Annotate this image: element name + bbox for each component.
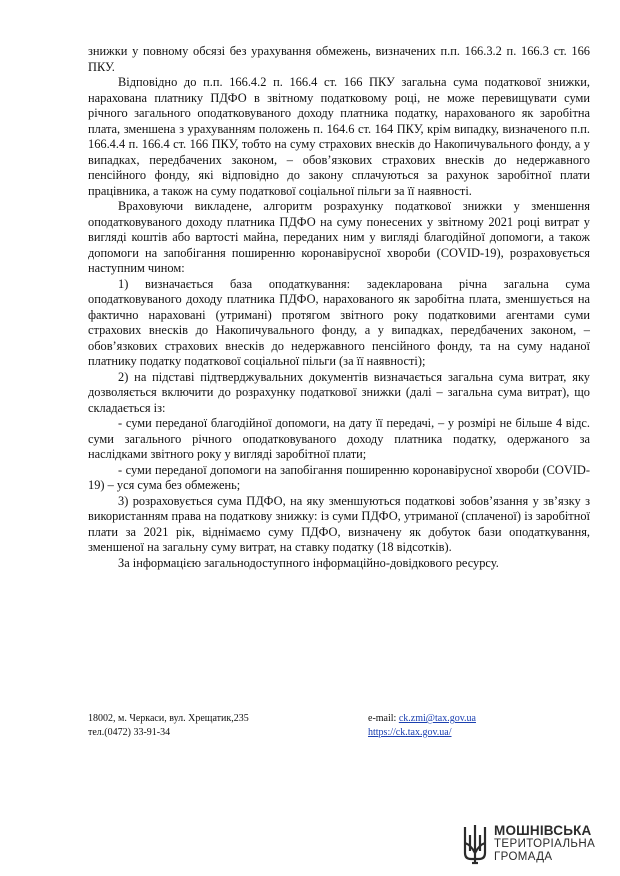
paragraph: Відповідно до п.п. 166.4.2 п. 166.4 ст. 166 ПКУ загальна сума податкової знижки, нарахована платнику ПДФО в звітному податковому році, не може перевищувати суми річного загального оподатковуваного доходу платника податку, нарахованого як заробітна плата, зменшена з урахуванням положень п. 164.6 ст. 164 ПКУ, крім випадку, визначеного п.п. 166.4.4 п. 166.4 ст. 166 ПКУ, тобто на суму страхових внесків до Накопичувального фонду, а у випадках, передбачених законом, – обов’язкових страхових внесків до недержавного пенсійного фонду, які відповідно до закону сплачуються за рахунок заробітної плати працівника, а також на суму податкової соціальної пільги за її наявності. — [88, 75, 590, 198]
list-item: 3) розраховується сума ПДФО, на яку зменшуються податкові зобов’язання у зв’язку з використанням права на податкову знижку: із суми ПДФО, утриманої (сплаченої) із заробітної плати за 2021 рік, віднімаємо суму ПДФО, визначену як добуток бази оподаткування, зменшеної на загальну суму витрат, на ставку податку (18 відсотків). — [88, 493, 590, 554]
logo-text — [494, 824, 595, 865]
list-item: - суми переданої благодійної допомоги, на дату її передачі, – у розмірі не більше 4 відс. суми загального річного оподатковуваного доходу платника податку, одержаного за наслідками звітного року у вигляді заробітної плати; — [88, 416, 590, 461]
paragraph: знижки у повному обсязі без урахування обмежень, визначених п.п. 166.3.2 п. 166.3 ст. 166 ПКУ. — [88, 44, 590, 74]
footer-contacts — [88, 712, 249, 739]
website-link[interactable]: https://ck.tax.gov.ua/ — [368, 726, 452, 738]
list-item: 1) визначається база оподаткування: задекларована річна загальна сума оподатковуваного доходу платника ПДФО, нарахованого як заробітна плата, зменшується на фактично нараховані (утримані) протягом звітного року податковими агентами суми страхових внесків до Накопичувального фонду, а у випадках, передбачених законом, – обов’язкових страхових внесків до недержавного пенсійного фонду, та на суму наданої платнику податку податкової соціальної пільги (за її наявності); — [88, 276, 590, 368]
email-link[interactable]: ck.zmi@tax.gov.ua — [398, 713, 476, 724]
footer-online — [368, 712, 476, 739]
list-item: 2) на підставі підтверджувальних документів визначається загальна сума витрат, яку дозволяється включити до розрахунку податкової знижки (далі – загальна сума витрат), що складається із: — [88, 369, 590, 415]
document-body — [88, 44, 590, 571]
trident-icon — [462, 823, 488, 867]
footer-phone: тел.(0472) 33-91-34 — [88, 726, 171, 738]
logo-line-3: ГРОМАДА — [494, 851, 553, 863]
logo-line-1: МОШНІВСЬКА — [494, 823, 592, 838]
logo-line-2: ТЕРИТОРІАЛЬНА — [494, 837, 596, 850]
community-logo — [462, 823, 612, 867]
email-label: e-mail: — [368, 713, 399, 724]
paragraph: За інформацією загальнодоступного інформаційно-довідкового ресурсу. — [118, 555, 499, 570]
list-item: - суми переданої допомоги на запобігання поширенню коронавірусної хвороби (COVID-19) – уся сума без обмежень; — [88, 462, 590, 492]
paragraph: Враховуючи викладене, алгоритм розрахунку податкової знижки у зменшення оподатковуваного доходу платника ПДФО на суму понесених у звітному 2021 році витрат у вигляді коштів або вартості майна, переданих ним у вигляді благодійної допомоги, а також допомоги на запобігання поширенню коронавірусної хвороби (COVID-19), розраховується наступним чином: — [88, 199, 590, 275]
footer-email-line — [368, 712, 476, 726]
footer-address: 18002, м. Черкаси, вул. Хрещатик,235 — [88, 713, 249, 724]
